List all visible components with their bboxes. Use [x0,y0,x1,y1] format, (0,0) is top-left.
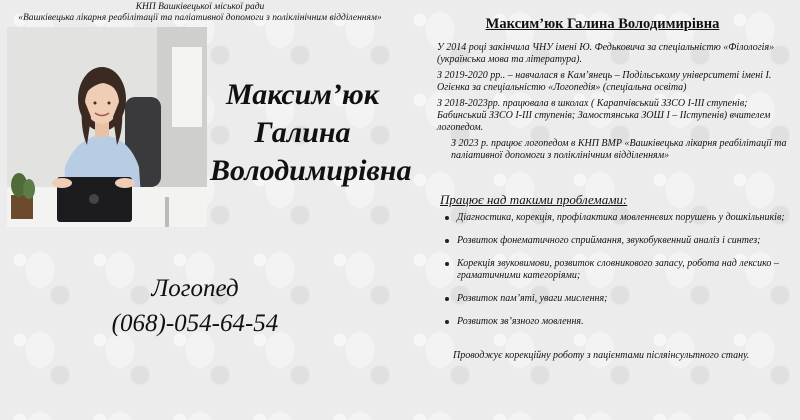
list-item: Діагностика, корекція, профілактика мовленнєвих порушень у дошкільників; [443,212,788,224]
job-position: Логопед [151,275,239,302]
list-item: Розвиток фонематичного сприймання, звукобуквенний аналіз і синтез; [443,235,788,247]
name-heading [210,76,412,190]
organization-header [0,2,400,24]
bio-paragraph: З 2023 р. працює логопедом в КНП ВМР «Вашківецька лікарня реабілітації та паліативної допомоги з поліклінічним відділенням» [451,138,787,161]
closing-statement: Проводжує корекційну роботу з пацієнтами післяінсультного стану. [453,350,750,361]
problems-title: Працює над такими проблемами: [440,192,628,207]
phone-number: (068)-054-64-54 [111,310,279,337]
bio-paragraph: З 2019-2020 рр.. – навчалася в Кам’янець – Подільському університеті імені І. Огієнка за спеціальністю «Логопедія» (спеціальна освіта) [437,70,772,93]
patronymic: Володимирівна [210,154,412,187]
organization-line-1: КНП Вашківецької міської ради [135,2,265,12]
list-item: Корекція звуковимови, розвиток словникового запасу, робота над лексико – граматичними категоріями; [443,258,788,282]
bio-paragraph: З 2018-2023рр. працювала в школах ( Карапчівський ЗЗСО І-ІІІ ступенів; Бабинський ЗЗСО І-ІІІ ступенів; Замостянська ЗОШ І – ІІступенів) вчителем логопедом. [437,98,771,133]
bio-paragraph: У 2014 році закінчила ЧНУ імені Ю. Федьковича за спеціальністю «Філологія» (українська мова та література). [437,42,775,65]
bio-title: Максим’юк Галина Володимирівна [485,16,720,32]
problems-list [443,212,788,339]
first-name: Галина [254,116,351,149]
bio-section [437,42,792,166]
list-item: Розвиток пам’яті, уваги мислення; [443,293,788,305]
surname: Максим’юк [226,78,379,111]
list-item: Розвиток зв’язного мовлення. [443,316,788,328]
portrait-photo [7,27,207,227]
organization-line-2: «Вашківецька лікарня реабілітації та паліативної допомоги з поліклінічним відділенням» [18,13,382,23]
